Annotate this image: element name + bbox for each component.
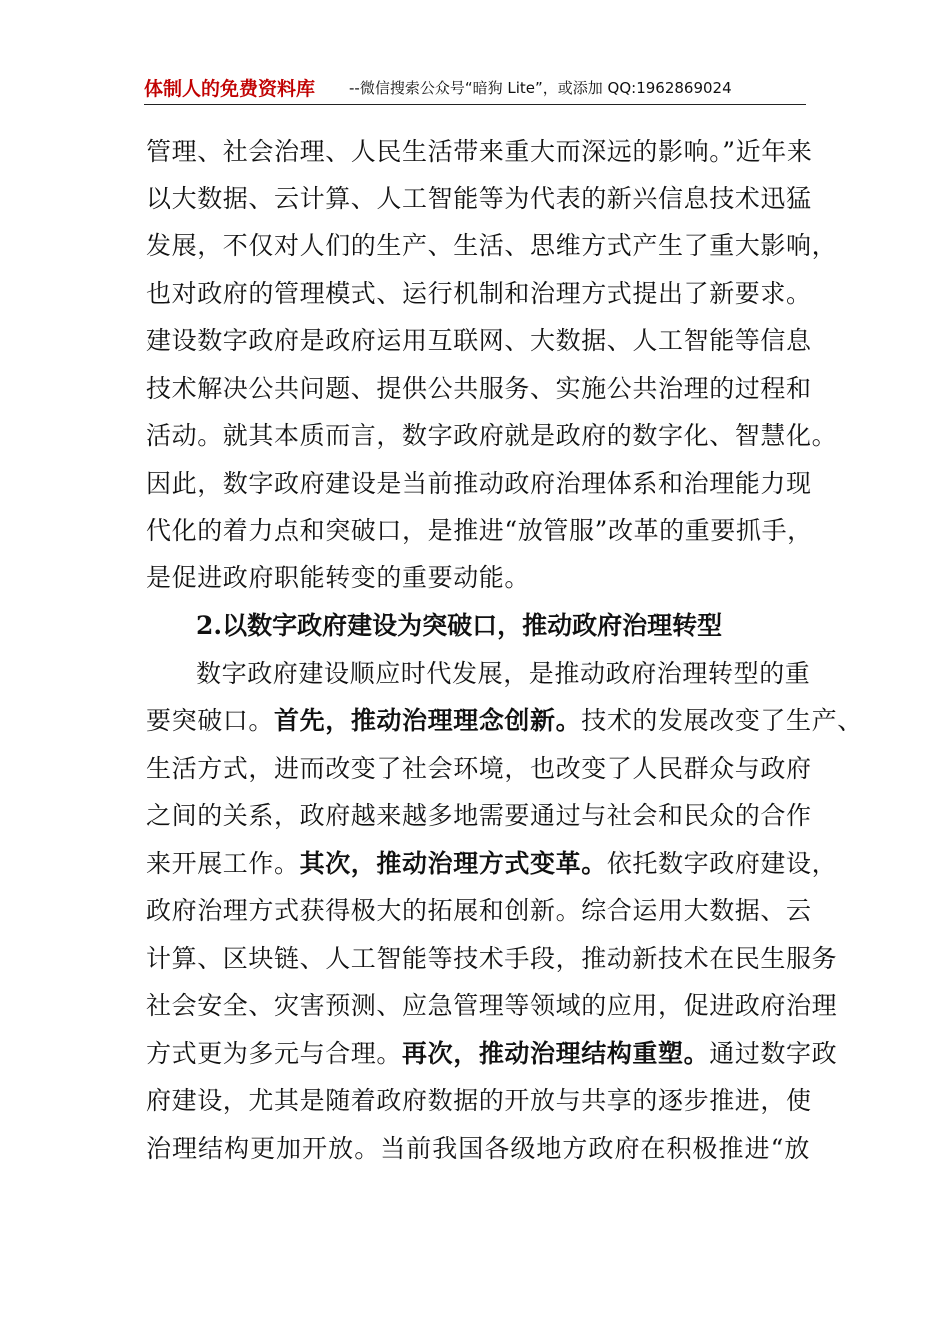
text-run: 技术的发展改变了生产、 [581,706,863,735]
text-line: 以大数据、云计算、人工智能等为代表的新兴信息技术迅猛 [146,184,812,213]
header-note: --微信搜索公众号“暗狗 Lite”，或添加 QQ:1962869024 [349,79,732,97]
text-line: 之间的关系，政府越来越多地需要通过与社会和民众的合作 [146,801,812,830]
text-line: 计算、区块链、人工智能等技术手段，推动新技术在民生服务 [146,944,838,973]
text-line: 技术解决公共问题、提供公共服务、实施公共治理的过程和 [146,374,812,403]
text-run: 方式更为多元与合理。 [146,1039,403,1068]
text-line: 管理、社会治理、人民生活带来重大而深远的影响。”近年来 [146,137,813,166]
text-line [146,706,863,736]
text-line: 建设数字政府是政府运用互联网、大数据、人工智能等信息 [146,326,812,355]
page-header [144,70,806,105]
emphasis-text: 再次，推动治理结构重塑。 [402,1039,710,1068]
text-line: 因此，数字政府建设是当前推动政府治理体系和治理能力现 [146,469,812,498]
text-line [146,849,838,879]
section-heading: 2.以数字政府建设为突破口，推动政府治理转型 [196,611,723,640]
text-line: 发展，不仅对人们的生产、生活、思维方式产生了重大影响， [146,231,838,260]
text-run: 通过数字政 [709,1039,838,1068]
text-run: 来开展工作。 [146,849,300,878]
text-run: 要突破口。 [146,706,275,735]
text-line: 代化的着力点和突破口，是推进“放管服”改革的重要抓手， [146,516,813,545]
text-line: 是促进政府职能转变的重要动能。 [146,563,531,592]
text-line [146,1039,838,1069]
header-brand: 体制人的免费资料库 [144,78,316,100]
text-line: 也对政府的管理模式、运行机制和治理方式提出了新要求。 [146,279,812,308]
text-line: 数字政府建设顺应时代发展，是推动政府治理转型的重 [196,659,811,688]
emphasis-text: 其次，推动治理方式变革。 [299,849,607,878]
text-line: 府建设，尤其是随着政府数据的开放与共享的逐步推进，使 [146,1086,812,1115]
text-line: 治理结构更加开放。当前我国各级地方政府在积极推进“放 [146,1134,810,1163]
text-line: 政府治理方式获得极大的拓展和创新。综合运用大数据、云 [146,896,812,925]
text-line: 活动。就其本质而言，数字政府就是政府的数字化、智慧化。 [146,421,838,450]
text-line: 生活方式，进而改变了社会环境，也改变了人民群众与政府 [146,754,812,783]
text-run: 依托数字政府建设， [606,849,838,878]
emphasis-text: 首先，推动治理理念创新。 [274,706,582,735]
text-line: 社会安全、灾害预测、应急管理等领域的应用，促进政府治理 [146,991,838,1020]
